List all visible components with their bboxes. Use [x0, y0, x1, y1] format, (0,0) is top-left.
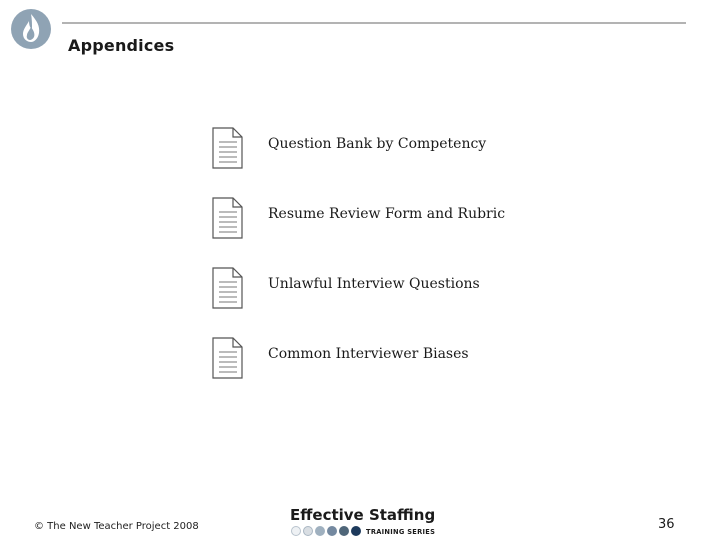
appendix-item-label: Common Interviewer Biases [268, 346, 469, 362]
page-number: 36 [658, 517, 675, 532]
brand-subtitle: TRAINING SERIES [366, 528, 436, 536]
flame-logo-icon [10, 8, 52, 50]
brand-dot [303, 526, 313, 536]
brand-dots [291, 526, 361, 538]
brand-name: Effective Staffing [290, 506, 436, 524]
brand-dot [339, 526, 349, 536]
appendix-item-question-bank[interactable] [210, 126, 550, 170]
appendix-item-label: Resume Review Form and Rubric [268, 206, 506, 222]
brand-dot [327, 526, 337, 536]
document-icon [210, 336, 244, 380]
document-icon [210, 196, 244, 240]
appendix-item-resume-review[interactable] [210, 196, 550, 240]
document-icon [210, 266, 244, 310]
brand-dot [315, 526, 325, 536]
brand-logo [288, 506, 448, 540]
brand-dot [291, 526, 301, 536]
appendix-item-interviewer-biases[interactable] [210, 336, 550, 380]
document-icon [210, 126, 244, 170]
appendix-item-label: Unlawful Interview Questions [268, 276, 480, 292]
appendix-item-label: Question Bank by Competency [268, 136, 487, 152]
top-rule [62, 22, 686, 24]
copyright-notice: © The New Teacher Project 2008 [34, 521, 199, 532]
appendix-item-unlawful-questions[interactable] [210, 266, 550, 310]
brand-dot [351, 526, 361, 536]
page-title: Appendices [68, 36, 175, 55]
